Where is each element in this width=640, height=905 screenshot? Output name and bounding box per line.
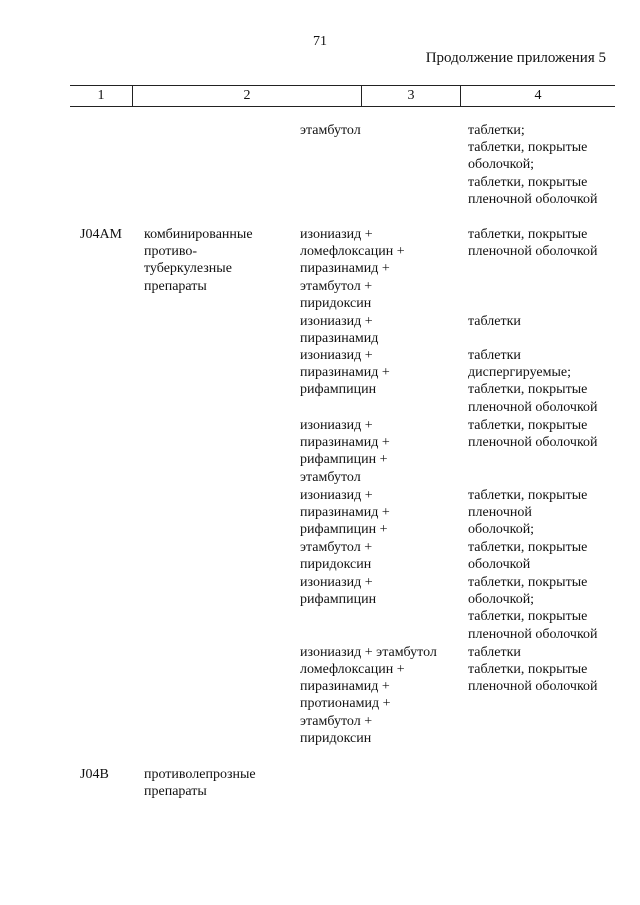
cell-column-2 (144, 226, 253, 295)
cell-column-4 (468, 122, 598, 208)
cell-column-3 (300, 417, 390, 486)
cell-text-line: протионамид + (300, 696, 391, 712)
cell-column-3 (300, 347, 390, 399)
cell-text-line: рифампицин + (300, 452, 388, 468)
cell-column-4 (468, 226, 598, 260)
cell-text-line: оболочкой; (468, 522, 535, 538)
table-header-row (70, 85, 615, 107)
cell-text-line: оболочкой; (468, 157, 535, 173)
cell-text-line: пленочной оболочкой (468, 679, 598, 695)
cell-text-line: пиридоксин (300, 295, 372, 311)
cell-text-line: таблетки, покрытые (468, 662, 588, 677)
cell-text-line: пиразинамид + (300, 505, 390, 521)
cell-text-line: этамбутол + (300, 539, 373, 555)
cell-text-line: оболочкой (468, 556, 531, 572)
cell-text-line: этамбутол (300, 123, 361, 138)
cell-text-line: противолепрозные (144, 767, 256, 782)
cell-text-line: J04AM (80, 227, 123, 242)
cell-text-line: рифампицин (300, 382, 377, 398)
cell-text-line: таблетки (468, 348, 521, 363)
cell-text-line: пленочной оболочкой (468, 399, 598, 415)
cell-column-3 (300, 122, 361, 139)
cell-column-4 (468, 487, 587, 573)
cell-text-line: пиразинамид + (300, 435, 390, 451)
cell-column-4 (468, 661, 598, 695)
cell-text-line: пиразинамид + (300, 679, 390, 695)
cell-text-line: таблетки, покрытые (468, 488, 588, 503)
cell-text-line: изониазид + (300, 488, 373, 503)
cell-column-3 (300, 313, 378, 347)
cell-text-line: препараты (144, 784, 207, 800)
cell-text-line: ломефлоксацин + (300, 662, 405, 677)
cell-text-line: ломефлоксацин + (300, 244, 405, 260)
cell-text-line: рифампицин + (300, 522, 388, 538)
cell-text-line: изониазид + (300, 418, 373, 433)
cell-text-line: таблетки, покрытые (468, 227, 588, 242)
cell-column-1 (80, 766, 109, 783)
cell-text-line: таблетки, покрытые (468, 539, 588, 555)
cell-text-line: рифампицин (300, 592, 377, 608)
cell-text-line: пиразинамид + (300, 261, 390, 277)
cell-text-line: этамбутол + (300, 278, 373, 294)
cell-text-line: таблетки (468, 314, 521, 329)
cell-column-4 (468, 644, 521, 661)
cell-column-3 (300, 487, 390, 573)
cell-text-line: диспергируемые; (468, 365, 571, 381)
cell-text-line: изониазид + (300, 227, 373, 242)
cell-text-line: пиридоксин (300, 556, 372, 572)
cell-text-line: пиразинамид (300, 331, 379, 347)
cell-text-line: пленочной (468, 505, 532, 521)
cell-column-3 (300, 574, 376, 608)
cell-text-line: пленочной оболочкой (468, 191, 598, 207)
column-header-1: 1 (97, 88, 105, 103)
cell-text-line: изониазид + этамбутол (300, 645, 437, 660)
cell-text-line: таблетки; (468, 123, 525, 138)
cell-column-3 (300, 226, 405, 312)
cell-column-3 (300, 661, 405, 747)
cell-column-4 (468, 417, 598, 451)
cell-column-4 (468, 313, 521, 330)
cell-text-line: пиридоксин (300, 730, 372, 746)
cell-column-1 (80, 226, 122, 243)
cell-column-3 (300, 644, 437, 661)
cell-text-line: таблетки, покрытые (468, 382, 588, 398)
cell-text-line: таблетки, покрытые (468, 140, 588, 156)
column-header-2: 2 (243, 88, 251, 103)
cell-text-line: таблетки, покрытые (468, 609, 588, 625)
cell-column-4 (468, 347, 598, 416)
cell-text-line: изониазид + (300, 314, 373, 329)
cell-column-2 (144, 766, 256, 800)
cell-text-line: пленочной оболочкой (468, 626, 598, 642)
column-header-3: 3 (407, 88, 415, 103)
page-number: 71 (313, 34, 327, 49)
cell-text-line: препараты (144, 278, 207, 294)
cell-text-line: оболочкой; (468, 592, 535, 608)
cell-text-line: этамбутол (300, 469, 361, 485)
cell-text-line: таблетки (468, 645, 521, 660)
cell-text-line: изониазид + (300, 348, 373, 363)
continuation-title: Продолжение приложения 5 (425, 50, 606, 66)
cell-text-line: таблетки, покрытые (468, 174, 588, 190)
cell-text-line: пленочной оболочкой (468, 244, 598, 260)
cell-text-line: J04B (80, 767, 109, 782)
cell-text-line: противо- (144, 244, 198, 260)
cell-text-line: таблетки, покрытые (468, 418, 588, 433)
cell-column-4 (468, 574, 598, 643)
cell-text-line: этамбутол + (300, 713, 373, 729)
cell-text-line: пленочной оболочкой (468, 435, 598, 451)
cell-text-line: комбинированные (144, 227, 253, 242)
column-header-4: 4 (534, 88, 542, 103)
cell-text-line: туберкулезные (144, 261, 232, 277)
cell-text-line: изониазид + (300, 575, 373, 590)
cell-text-line: пиразинамид + (300, 365, 390, 381)
cell-text-line: таблетки, покрытые (468, 575, 588, 590)
